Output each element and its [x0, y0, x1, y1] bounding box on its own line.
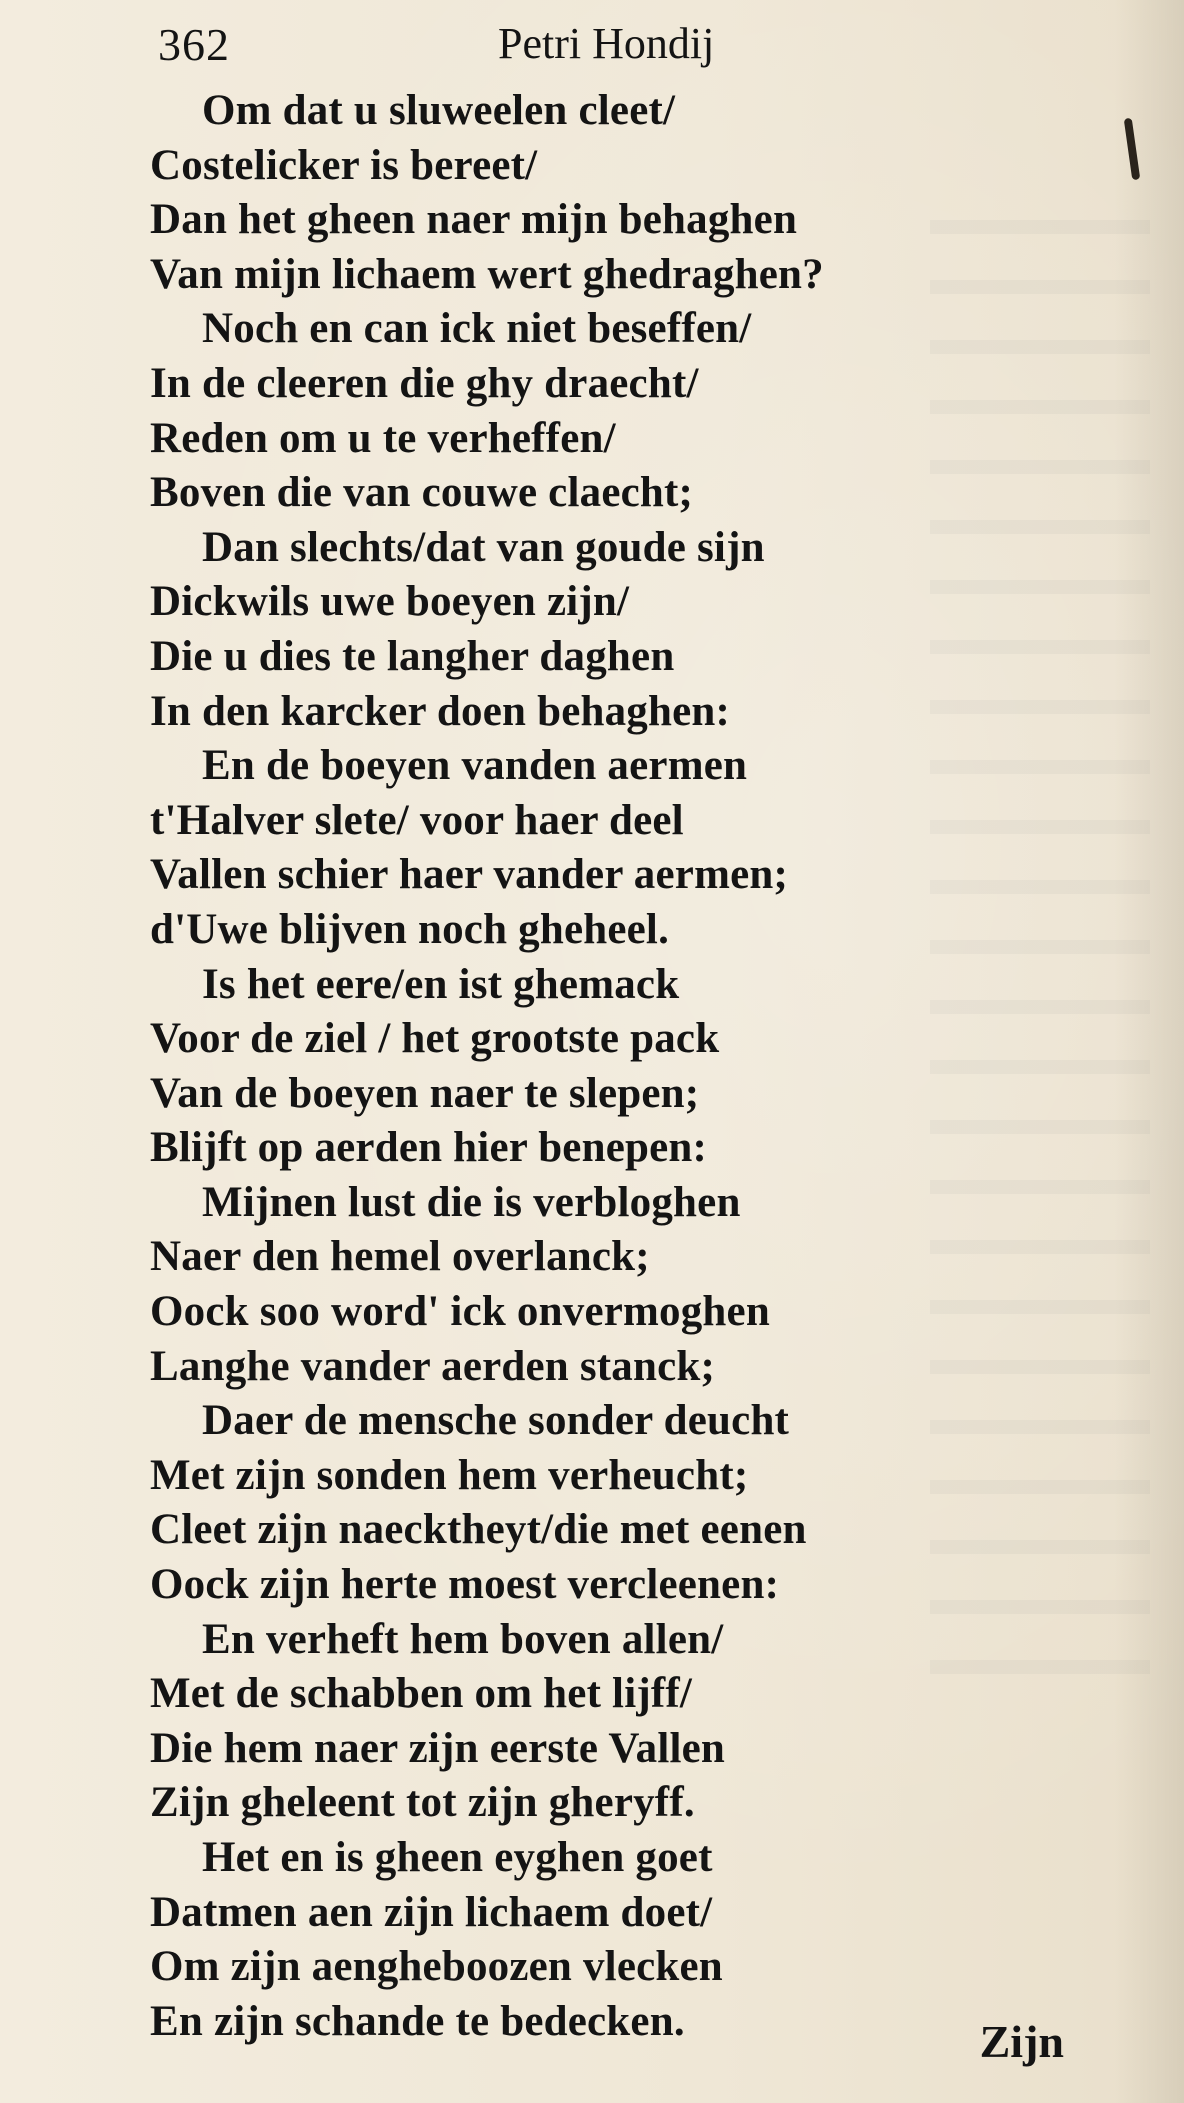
verse-line: In den karcker doen behaghen:: [150, 687, 731, 735]
verse-line: Van de boeyen naer te slepen;: [150, 1069, 700, 1117]
page-header: [158, 18, 918, 78]
verse-line: En de boeyen vanden aermen: [202, 742, 748, 790]
verse-line: Langhe vander aerden stanck;: [150, 1342, 716, 1390]
verse-line: Met zijn sonden hem verheucht;: [150, 1451, 749, 1499]
page-number: 362: [158, 19, 230, 70]
verse-line: In de cleeren die ghy draecht/: [150, 359, 699, 407]
verse-line: Van mijn lichaem wert ghedraghen?: [150, 250, 824, 298]
verse-line: Boven die van couwe claecht;: [150, 469, 694, 517]
verse-line: Die hem naer zijn eerste Vallen: [150, 1724, 726, 1772]
verse-line: t'Halver slete/ voor haer deel: [150, 796, 684, 844]
verse-line: Vallen schier haer vander aermen;: [150, 851, 789, 899]
verse-block: [150, 84, 1050, 2049]
verse-line: Om dat u sluweelen cleet/: [202, 87, 676, 134]
verse-line: Datmen aen zijn lichaem doet/: [150, 1888, 713, 1936]
verse-line: Zijn gheleent tot zijn gheryff.: [150, 1779, 695, 1827]
verse-line: Het en is gheen eyghen goet: [202, 1834, 713, 1881]
verse-line: Om zijn aengheboozen vlecken: [150, 1943, 723, 1991]
verse-line: Die u dies te langher daghen: [150, 632, 675, 680]
verse-line: Met de schabben om het lijff/: [150, 1670, 693, 1718]
verse-line: Daer de mensche sonder deucht: [202, 1397, 790, 1445]
verse-line: Naer den hemel overlanck;: [150, 1233, 650, 1281]
verse-line: Mijnen lust die is verbloghen: [202, 1178, 741, 1226]
verse-line: Dan slechts/dat van goude sijn: [202, 523, 765, 571]
verse-line: Noch en can ick niet beseffen/: [202, 305, 752, 353]
verse-line: Oock soo word' ick onvermoghen: [150, 1288, 770, 1336]
verse-line: En verheft hem boven allen/: [202, 1615, 724, 1663]
verse-line: Oock zijn herte moest vercleenen:: [150, 1561, 780, 1609]
page-edge-shadow: [1114, 0, 1184, 2103]
verse-line: Cleet zijn naecktheyt/die met eenen: [150, 1506, 807, 1554]
verse-line: Dan het gheen naer mijn behaghen: [150, 196, 798, 244]
verse-line: Voor de ziel / het grootste pack: [150, 1015, 720, 1063]
running-title: Petri Hondij: [498, 19, 715, 68]
verse-line: Is het eere/en ist ghemack: [202, 960, 680, 1008]
catchword: Zijn: [979, 2016, 1064, 2067]
verse-line: Dickwils uwe boeyen zijn/: [150, 578, 630, 626]
verse-line: Reden om u te verheffen/: [150, 414, 616, 462]
verse-line: d'Uwe blijven noch gheheel.: [150, 905, 670, 953]
verse-line: En zijn schande te bedecken.: [150, 1997, 685, 2045]
verse-line: Blijft op aerden hier benepen:: [150, 1124, 708, 1172]
verse-line: Costelicker is bereet/: [150, 141, 538, 189]
